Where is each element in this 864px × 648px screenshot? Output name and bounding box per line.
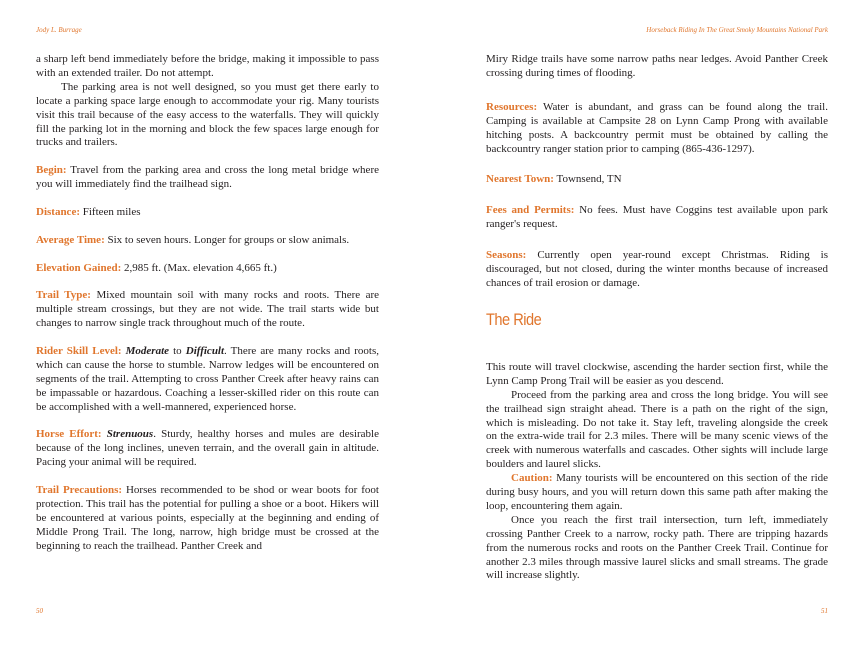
elevation-label: Elevation Gained: (36, 261, 122, 274)
elevation-text: 2,985 ft. (Max. elevation 4,665 ft.) (124, 261, 277, 274)
seasons-label: Seasons: (486, 249, 527, 262)
begin-entry (36, 164, 379, 192)
running-head-author: Jody L. Burrage (36, 26, 82, 34)
right-page (432, 0, 864, 648)
horse-effort-entry (36, 428, 379, 470)
rider-skill-label: Rider Skill Level: (36, 344, 122, 357)
resources-entry (486, 101, 828, 157)
rider-skill-from: Moderate (125, 344, 170, 357)
ride-paragraph-4: Once you reach the first trail intersection, turn left, immediately crossing Panther Creek to a narrow, rocky path. There are tripping hazards from the numerous rocks and roots on the Panther Creek Trail. Continue for another 2.3 miles through massive laurel slicks and small streams. The grade will increase slightly. (486, 513, 828, 582)
rider-skill-joiner: to (173, 344, 182, 357)
average-time-label: Average Time: (36, 233, 105, 246)
begin-text: Travel from the parking area and cross the long metal bridge where you will immediately find the trailhead sign. (36, 164, 379, 191)
running-head-book-title: Horseback Riding In The Great Smoky Mountains National Park (646, 26, 828, 34)
elevation-entry (36, 262, 379, 276)
fees-entry (486, 204, 828, 232)
trail-type-label: Trail Type: (36, 289, 91, 302)
resources-text: Water is abundant, and grass can be found along the trail. Camping is available at Campsite 28 on Lynn Camp Prong with available hitching posts. A backcountry permit must be obtained by calling the backcountry ranger station prior to camping (865-436-1297). (486, 100, 828, 155)
fees-label: Fees and Permits: (486, 204, 575, 217)
trail-type-entry (36, 289, 379, 331)
parking-paragraph: The parking area is not well designed, so you must get there early to locate a parking space large enough to accommodate your rig. Many tourists visit this trail because of the easy access to the waterfalls. They will quickly fill the parking lot in the morning and block the few spaces large enough for trucks and trailers. (36, 80, 379, 149)
rider-skill-entry (36, 345, 379, 415)
distance-entry (36, 206, 379, 220)
resources-label: Resources: (486, 100, 538, 113)
right-page-body (486, 53, 828, 583)
nearest-town-entry (486, 173, 828, 187)
rider-skill-text: . There are many rocks and roots, which can cause the horse to stumble. Narrow ledges will be encountered on segments of the trail. Attempting to cross Panther Creek after heavy rains can be impassable or hazardous. Coaching a lesser-skilled rider on this route can be accomplished with a well-mannered, experienced horse. (36, 344, 380, 413)
trail-precautions-entry (36, 484, 379, 554)
begin-label: Begin: (36, 164, 67, 177)
seasons-entry (486, 249, 828, 291)
distance-label: Distance: (36, 205, 80, 218)
rider-skill-to: Difficult (185, 344, 225, 357)
page-number-left: 50 (36, 607, 43, 615)
ride-paragraph-2: Proceed from the parking area and cross the long bridge. You will see the trailhead sign straight ahead. There is a path on the right of the sign, which is misleading. Do not take it. Stay left, traveling alongside the creek on the extra-wide trail for 2.3 miles. There will be many scenic views of the creek with numerous waterfalls and cascades. Other sights will include large boulders and laurel slicks. (486, 388, 828, 471)
horse-effort-level: Strenuous (106, 428, 154, 441)
page-number-right: 51 (821, 607, 828, 615)
precautions-continuation: Miry Ridge trails have some narrow paths near ledges. Avoid Panther Creek crossing during times of flooding. (486, 53, 828, 79)
trail-precautions-label: Trail Precautions: (36, 483, 123, 496)
caution-text: Many tourists will be encountered on this section of the ride during busy hours, and you will return down this same path after making the loop, encountering them again. (486, 472, 829, 512)
left-page-body (36, 53, 379, 554)
horse-effort-label: Horse Effort: (36, 428, 102, 441)
distance-text: Fifteen miles (82, 205, 141, 218)
fees-text: No fees. Must have Coggins test available upon park ranger's request. (486, 204, 829, 231)
nearest-town-text: Townsend, TN (556, 173, 622, 186)
average-time-text: Six to seven hours. Longer for groups or slow animals. (107, 233, 350, 246)
caution-entry (486, 472, 828, 514)
trail-precautions-text: Horses recommended to be shod or wear boots for foot protection. This trail has the potential for pulling a shoe or a boot. Hikers will be encountered at various points, especially at the beginning and ending of Middle Prong Trail. The long, narrow, high bridge must be crossed at the beginning to reach the trailhead. Panther Creek and (36, 483, 379, 552)
section-title-the-ride: The Ride (486, 309, 542, 329)
trail-type-text: Mixed mountain soil with many rocks and roots. There are multiple stream crossings, but they are not wide. The trail starts wide but changes to narrow single track throughout much of the route. (36, 289, 380, 330)
horse-effort-text: . Sturdy, healthy horses and mules are desirable because of the long inclines, uneven terrain, and the overall gain in altitude. Pacing your animal will be required. (36, 428, 379, 469)
nearest-town-label: Nearest Town: (486, 173, 554, 186)
average-time-entry (36, 234, 379, 248)
ride-paragraph-1: This route will travel clockwise, ascending the harder section first, while the Lynn Camp Prong Trail will be easier as you descend. (486, 360, 828, 387)
seasons-text: Currently open year-round except Christmas. Riding is discouraged, but not closed, during the winter months because of increased chances of trail erosion or damage. (486, 249, 828, 289)
caution-label: Caution: (511, 472, 553, 485)
intro-continuation: a sharp left bend immediately before the bridge, making it impossible to pass with an extended trailer. Do not attempt. (36, 53, 379, 79)
